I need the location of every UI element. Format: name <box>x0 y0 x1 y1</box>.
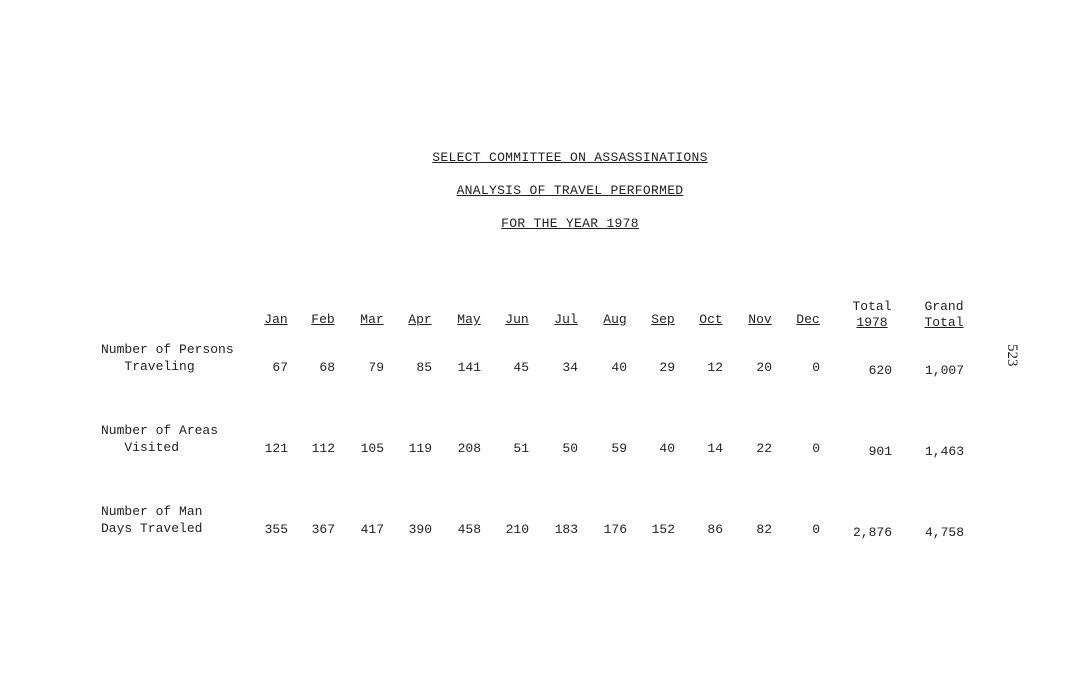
row-label-continued: Traveling <box>101 359 195 374</box>
table-cell: 390 <box>408 522 432 537</box>
page-number: 523 <box>1004 344 1020 367</box>
table-cell-grand-total: 1,007 <box>924 363 964 378</box>
column-header-may: May <box>457 312 481 327</box>
table-cell: 86 <box>707 522 723 537</box>
table-cell: 208 <box>457 441 481 456</box>
table-cell: 34 <box>562 360 578 375</box>
column-header-jul: Jul <box>554 312 578 327</box>
table-cell: 458 <box>457 522 481 537</box>
table-cell: 59 <box>611 441 627 456</box>
column-header-nov: Nov <box>748 312 772 327</box>
column-header-grand-line2: Total <box>924 315 964 330</box>
column-header-aug: Aug <box>603 312 627 327</box>
table-cell: 85 <box>416 360 432 375</box>
table-cell: 119 <box>408 441 432 456</box>
table-cell: 0 <box>812 441 820 456</box>
column-header-feb: Feb <box>311 312 335 327</box>
column-header-jan: Jan <box>264 312 288 327</box>
row-label: Number of Man <box>101 504 203 519</box>
column-header-apr: Apr <box>408 312 432 327</box>
column-header-oct: Oct <box>699 312 723 327</box>
row-label: Number of Areas <box>101 423 219 438</box>
table-cell-total-1978: 901 <box>868 444 892 459</box>
table-cell: 12 <box>707 360 723 375</box>
table-cell: 141 <box>457 360 481 375</box>
table-cell-total-1978: 2,876 <box>852 525 892 540</box>
table-cell-grand-total: 4,758 <box>924 525 964 540</box>
table-cell: 40 <box>659 441 675 456</box>
row-label-continued: Visited <box>101 440 180 455</box>
column-header-grand-line1: Grand <box>924 299 964 314</box>
table-cell: 82 <box>756 522 772 537</box>
table-cell: 40 <box>611 360 627 375</box>
table-cell: 105 <box>360 441 384 456</box>
document-title: SELECT COMMITTEE ON ASSASSINATIONS <box>432 150 708 165</box>
table-cell-total-1978: 620 <box>868 363 892 378</box>
table-cell: 183 <box>554 522 578 537</box>
column-header-sep: Sep <box>651 312 675 327</box>
column-header-total-line2: 1978 <box>856 315 888 330</box>
table-cell: 45 <box>513 360 529 375</box>
document-year-heading: FOR THE YEAR 1978 <box>501 216 639 231</box>
table-cell: 176 <box>603 522 627 537</box>
table-cell: 121 <box>264 441 288 456</box>
document-subtitle: ANALYSIS OF TRAVEL PERFORMED <box>456 183 684 198</box>
table-cell: 22 <box>756 441 772 456</box>
table-cell: 51 <box>513 441 529 456</box>
table-cell: 67 <box>272 360 288 375</box>
row-label-continued: Days Traveled <box>101 521 203 536</box>
table-cell: 14 <box>707 441 723 456</box>
table-cell: 367 <box>311 522 335 537</box>
table-cell: 79 <box>368 360 384 375</box>
column-header-jun: Jun <box>505 312 529 327</box>
column-header-dec: Dec <box>796 312 820 327</box>
table-cell: 210 <box>505 522 529 537</box>
table-cell: 50 <box>562 441 578 456</box>
table-cell: 20 <box>756 360 772 375</box>
table-cell: 152 <box>651 522 675 537</box>
column-header-mar: Mar <box>360 312 384 327</box>
table-cell: 355 <box>264 522 288 537</box>
table-cell: 0 <box>812 522 820 537</box>
table-cell: 112 <box>311 441 335 456</box>
table-cell-grand-total: 1,463 <box>924 444 964 459</box>
table-cell: 68 <box>319 360 335 375</box>
column-header-total-line1: Total <box>852 299 892 314</box>
row-label: Number of Persons <box>101 342 234 357</box>
table-cell: 29 <box>659 360 675 375</box>
table-cell: 417 <box>360 522 384 537</box>
table-cell: 0 <box>812 360 820 375</box>
